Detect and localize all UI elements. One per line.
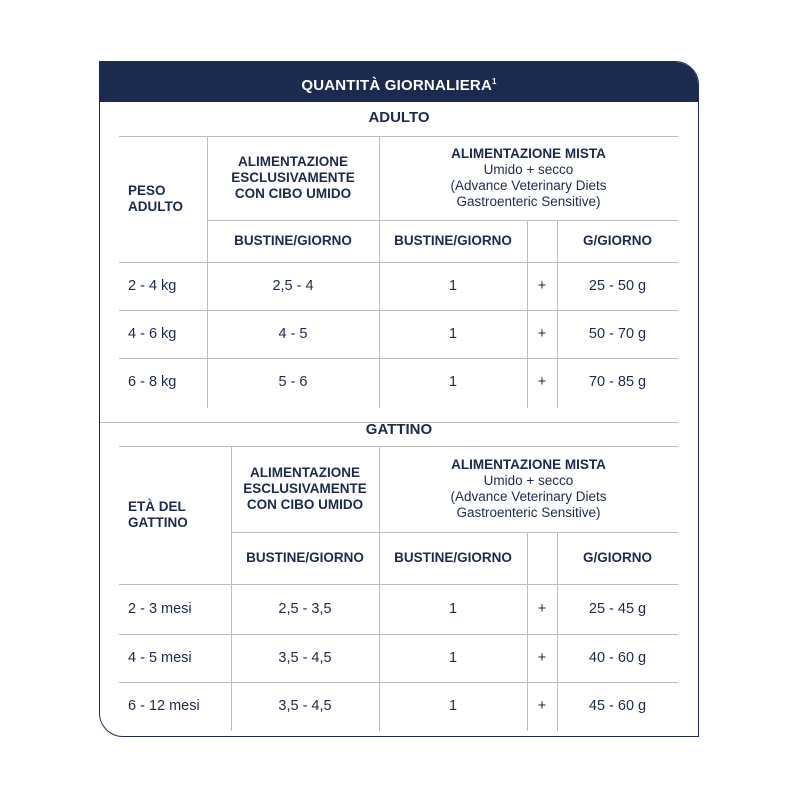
cell-bustine: 1	[448, 326, 458, 342]
cell-grams: 50 - 70 g	[588, 326, 647, 342]
sub-header: G/GIORNO	[582, 233, 652, 248]
plus-sign: +	[537, 278, 547, 294]
mista-title: ALIMENTAZIONE MISTA	[451, 146, 606, 161]
col-header-peso-adulto	[100, 136, 207, 262]
row-label: 6 - 12 mesi	[128, 698, 200, 714]
sub-header: BUSTINE/GIORNO	[246, 550, 364, 565]
col-header-text: ALIMENTAZIONE ESCLUSIVAMENTE CON CIBO UMIDO	[243, 465, 367, 512]
col-header-umido	[231, 446, 379, 532]
col-header-text: ETÀ DEL GATTINO	[128, 499, 188, 530]
cell-grams: 25 - 50 g	[588, 278, 647, 294]
col-header-text: ALIMENTAZIONE ESCLUSIVAMENTE CON CIBO UMIDO	[231, 154, 355, 201]
row-label: 4 - 5 mesi	[128, 650, 192, 666]
plus-sign: +	[537, 326, 547, 342]
plus-sign: +	[537, 374, 547, 390]
cell-grams: 70 - 85 g	[588, 374, 647, 390]
cell-grams: 25 - 45 g	[588, 601, 647, 617]
section-title-adulto: ADULTO	[368, 109, 430, 126]
mista-line: (Advance Veterinary Diets	[450, 178, 607, 193]
sub-header: G/GIORNO	[582, 550, 652, 565]
cell-bustine: 1	[448, 278, 458, 294]
mista-line: Gastroenteric Sensitive)	[456, 505, 601, 520]
cell-grams: 45 - 60 g	[588, 698, 647, 714]
cell-umido: 3,5 - 4,5	[278, 698, 332, 714]
plus-sign: +	[537, 601, 547, 617]
col-header-umido	[207, 136, 379, 220]
header-title: QUANTITÀ GIORNALIERA	[301, 77, 492, 94]
cell-umido: 3,5 - 4,5	[278, 650, 332, 666]
col-header-eta-gattino	[100, 446, 231, 584]
footnote-marker: 1	[492, 77, 497, 86]
daily-quantity-card	[99, 61, 699, 737]
cell-umido: 2,5 - 3,5	[278, 601, 332, 617]
col-header-mista	[379, 136, 678, 220]
cell-bustine: 1	[448, 698, 458, 714]
sub-header: BUSTINE/GIORNO	[394, 550, 512, 565]
mista-title: ALIMENTAZIONE MISTA	[451, 457, 606, 472]
mista-line: Umido + secco	[483, 473, 574, 488]
card-header	[100, 62, 698, 102]
row-label: 6 - 8 kg	[128, 374, 177, 390]
col-header-text: PESO ADULTO	[128, 183, 183, 214]
row-label: 4 - 6 kg	[128, 326, 177, 342]
sub-header: BUSTINE/GIORNO	[234, 233, 352, 248]
mista-line: Umido + secco	[483, 162, 574, 177]
cell-bustine: 1	[448, 650, 458, 666]
sub-header: BUSTINE/GIORNO	[394, 233, 512, 248]
cell-umido: 4 - 5	[278, 326, 308, 342]
cell-bustine: 1	[448, 374, 458, 390]
section-title-gattino: GATTINO	[365, 421, 433, 438]
row-label: 2 - 4 kg	[128, 278, 177, 294]
mista-line: (Advance Veterinary Diets	[450, 489, 607, 504]
cell-umido: 2,5 - 4	[272, 278, 314, 294]
cell-umido: 5 - 6	[278, 374, 308, 390]
plus-sign: +	[537, 698, 547, 714]
row-label: 2 - 3 mesi	[128, 601, 192, 617]
col-header-mista	[379, 446, 678, 532]
cell-grams: 40 - 60 g	[588, 650, 647, 666]
plus-sign: +	[537, 650, 547, 666]
cell-bustine: 1	[448, 601, 458, 617]
mista-line: Gastroenteric Sensitive)	[456, 194, 601, 209]
